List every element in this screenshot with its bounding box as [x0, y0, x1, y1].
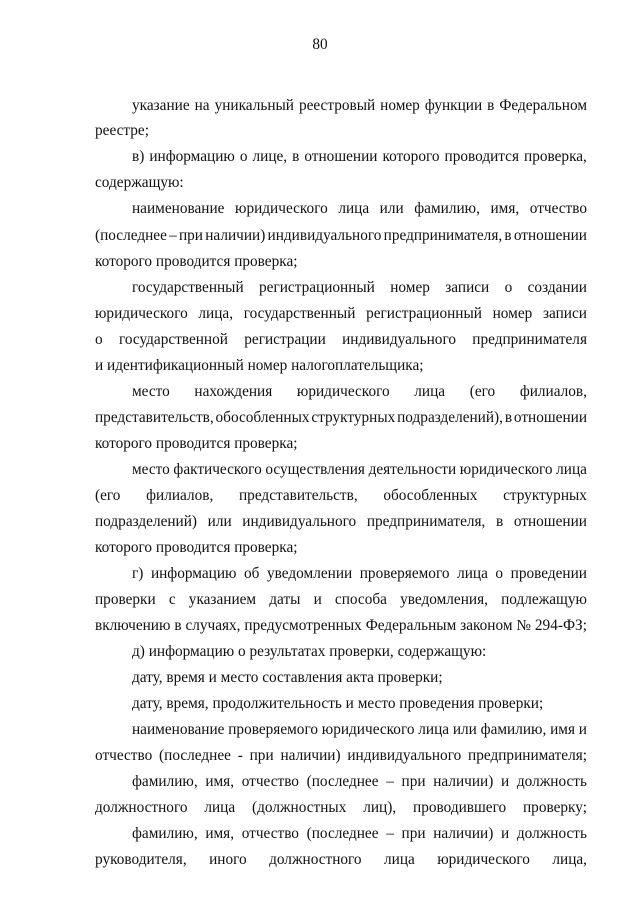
word: предусмотренных — [244, 617, 362, 634]
text-line — [95, 305, 587, 323]
word: (его — [469, 383, 496, 400]
word: в — [174, 617, 182, 634]
word: регистрации — [244, 331, 326, 348]
text-line — [95, 409, 587, 427]
word: г) — [132, 565, 144, 582]
word: (последнее — [306, 825, 379, 842]
word: наличии) — [205, 227, 266, 244]
word: в — [495, 513, 504, 530]
word: и — [578, 721, 587, 738]
word: обособленных — [215, 409, 310, 426]
word: в — [487, 97, 495, 114]
text-line — [132, 721, 587, 739]
word: имя — [550, 721, 575, 738]
word: регистрационный — [259, 279, 375, 296]
word: фамилию, — [132, 773, 198, 790]
text-line: дату, время и место составления акта проверки; — [132, 669, 443, 686]
word: при — [178, 227, 203, 244]
word: представительств, — [95, 409, 214, 426]
word: Федеральным — [365, 617, 457, 634]
word: лице, — [252, 148, 288, 165]
word: юридического — [459, 461, 553, 478]
word: информацию — [149, 148, 235, 165]
word: записи — [445, 279, 490, 296]
word: функции — [424, 97, 483, 114]
text-line: которого проводится проверка; — [95, 253, 298, 270]
word: проверка, — [524, 148, 587, 165]
text-line — [95, 331, 587, 349]
word: случаях, — [185, 617, 241, 634]
word: – — [386, 825, 394, 842]
word: № — [516, 617, 532, 634]
word: индивидуального — [267, 227, 382, 244]
word: должностного — [95, 799, 188, 816]
word: отношении — [513, 227, 587, 244]
word: индивидуального — [347, 747, 462, 764]
word: предпринимателя, — [366, 513, 486, 530]
text-line: которого проводится проверка; — [95, 539, 298, 556]
text-line: содержащую: — [95, 174, 184, 191]
text-line — [132, 279, 587, 297]
text-line — [95, 227, 587, 245]
word: и — [500, 825, 510, 842]
word: номер — [380, 97, 420, 114]
word: в) — [132, 148, 145, 165]
word: подразделений) — [95, 513, 198, 530]
text-line — [95, 799, 587, 817]
word: лица — [457, 565, 488, 582]
word: проверку; — [523, 799, 587, 816]
text-line: д) информацию о результатах проверки, содержащую: — [132, 643, 487, 660]
word: законом — [460, 617, 513, 634]
word: юридического — [321, 721, 415, 738]
word: о — [95, 331, 103, 348]
word: должностного — [269, 851, 362, 868]
word: обособленных — [383, 487, 478, 504]
word: указанием — [188, 591, 257, 608]
word: отчество — [529, 200, 587, 217]
word: проверяемого — [228, 721, 318, 738]
word: предпринимателя — [472, 331, 587, 348]
word: и — [313, 591, 322, 608]
word: государственный — [132, 279, 244, 296]
text-line — [95, 747, 587, 765]
word: в — [292, 148, 300, 165]
word: отчество — [95, 747, 153, 764]
word: уведомления, — [400, 591, 488, 608]
word: фактического — [173, 461, 262, 478]
text-line: реестре; — [95, 122, 149, 139]
word: - — [237, 747, 243, 764]
word: отчество — [241, 825, 299, 842]
word: с — [168, 591, 176, 608]
word: отношении — [304, 148, 378, 165]
word: о — [504, 279, 513, 296]
word: – — [386, 773, 394, 790]
word: при — [401, 773, 426, 790]
word: иного — [209, 851, 247, 868]
word: создании — [527, 279, 587, 296]
word: проводившего — [413, 799, 507, 816]
word: проводится — [444, 148, 520, 165]
word: лиц), — [363, 799, 397, 816]
word: индивидуального — [242, 513, 357, 530]
word: государственный — [243, 305, 356, 322]
text-line: и идентификационный номер налогоплательщика; — [95, 357, 424, 374]
text-line — [132, 461, 587, 479]
word: в — [504, 227, 512, 244]
word: структурных — [311, 409, 396, 426]
word: способа — [334, 591, 387, 608]
word: даты — [269, 591, 301, 608]
text-line — [132, 825, 587, 843]
word: записи — [542, 305, 587, 322]
word: наименование — [132, 200, 225, 217]
word: отношении — [513, 409, 587, 426]
word: или — [452, 721, 477, 738]
text-line — [132, 773, 587, 791]
word: осуществления — [265, 461, 365, 478]
word: (должностных — [252, 799, 347, 816]
word: которого — [382, 148, 440, 165]
word: о — [239, 148, 248, 165]
word: лица — [414, 383, 446, 400]
word: государственной — [118, 331, 228, 348]
word: подразделений), — [397, 409, 503, 426]
word: наличии) — [433, 825, 494, 842]
text-line — [95, 851, 587, 869]
text-line: которого проводится проверка; — [95, 435, 298, 452]
word: подлежащую — [501, 591, 587, 608]
word: лица — [384, 851, 415, 868]
text-line — [132, 97, 587, 115]
word: представительств, — [238, 487, 358, 504]
word: при — [249, 747, 274, 764]
word: филиалов, — [519, 383, 587, 400]
text-line — [95, 513, 587, 531]
word: деятельности — [368, 461, 457, 478]
text-line: дату, время, продолжительность и место проведения проверки; — [132, 695, 544, 712]
word: в — [504, 409, 513, 426]
word: или — [379, 200, 404, 217]
word: о — [495, 565, 504, 582]
word: юридического — [95, 305, 188, 322]
word: руководителя, — [95, 851, 187, 868]
word: должность — [516, 773, 587, 790]
word: проверки — [95, 591, 156, 608]
word: уникальный — [214, 97, 294, 114]
word: индивидуального — [342, 331, 456, 348]
word: включению — [95, 617, 171, 634]
word: предпринимателя, — [383, 227, 503, 244]
word: и — [500, 773, 510, 790]
word: проверяемого — [359, 565, 450, 582]
word: информацию — [150, 565, 237, 582]
word: на — [194, 97, 210, 114]
word: лица, — [198, 305, 234, 322]
word: лица — [338, 200, 370, 217]
page-number: 80 — [312, 36, 328, 53]
word: имя, — [205, 825, 235, 842]
word: лица — [204, 799, 236, 816]
word: уведомлении — [267, 565, 353, 582]
word: наличии) — [280, 747, 341, 764]
text-line — [95, 487, 587, 505]
word: (последнее — [95, 227, 167, 244]
word: место — [132, 461, 170, 478]
word: (последнее — [306, 773, 379, 790]
word: фамилию, — [480, 721, 547, 738]
word: фамилию, — [132, 825, 198, 842]
word: – — [169, 227, 177, 244]
word: при — [401, 825, 426, 842]
word: Федеральном — [499, 97, 587, 114]
word: 294-ФЗ; — [534, 617, 587, 634]
word: (его — [95, 487, 121, 504]
word: или — [207, 513, 232, 530]
word: (последнее — [159, 747, 231, 764]
text-line — [95, 591, 587, 609]
text-line — [95, 617, 587, 635]
word: юридического — [437, 851, 530, 868]
word: регистрационный — [366, 305, 482, 322]
word: лица — [418, 721, 450, 738]
word: указание — [132, 97, 190, 114]
word: отчество — [241, 773, 299, 790]
word: имя, — [205, 773, 235, 790]
word: об — [244, 565, 260, 582]
text-line — [132, 200, 587, 218]
word: место — [132, 383, 170, 400]
word: юридического — [235, 200, 328, 217]
word: номер — [492, 305, 533, 322]
word: нахождения — [194, 383, 273, 400]
text-line — [132, 383, 587, 401]
word: номер — [390, 279, 430, 296]
text-line — [132, 148, 587, 166]
word: филиалов, — [146, 487, 214, 504]
word: лица, — [552, 851, 587, 868]
word: наличии) — [433, 773, 494, 790]
word: фамилию, — [414, 200, 480, 217]
text-line — [132, 565, 587, 583]
word: имя, — [490, 200, 520, 217]
word: структурных — [503, 487, 587, 504]
word: наименование — [132, 721, 225, 738]
word: лица — [556, 461, 587, 478]
word: предпринимателя; — [468, 747, 587, 764]
word: отношении — [513, 513, 587, 530]
word: реестровый — [298, 97, 376, 114]
word: проведении — [510, 565, 587, 582]
word: должность — [516, 825, 587, 842]
word: юридического — [296, 383, 390, 400]
